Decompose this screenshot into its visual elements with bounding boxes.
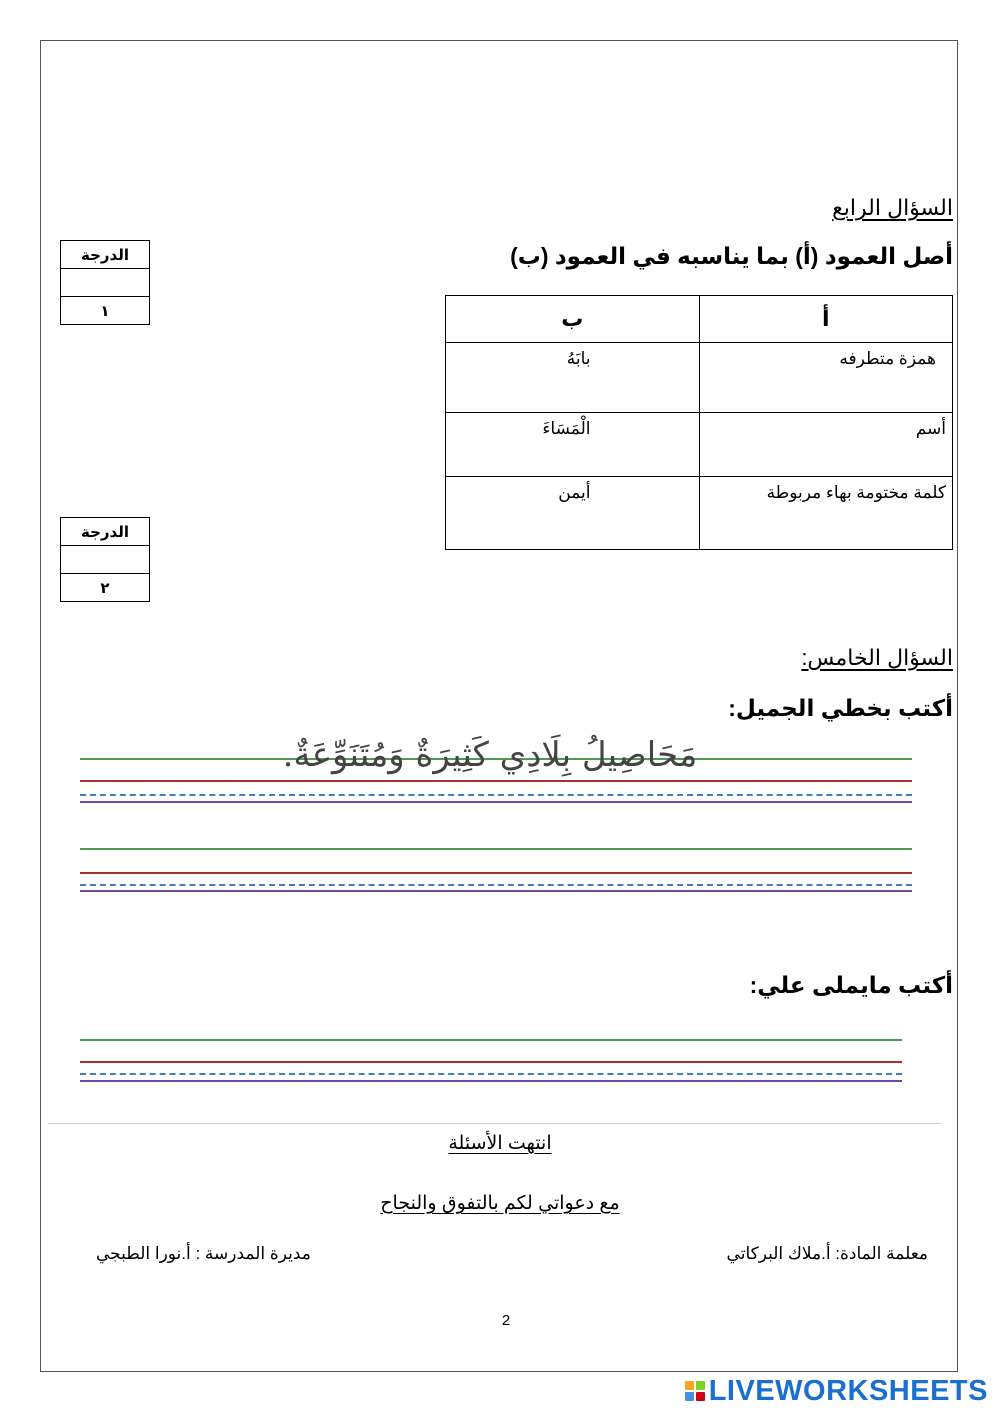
brand-name: LIVEWORKSHEETS xyxy=(708,1374,988,1407)
guide-line-dashed xyxy=(80,794,912,796)
handwriting-instruction: أكتب بخطي الجميل: xyxy=(728,695,953,721)
grade-value: ٢ xyxy=(61,574,150,602)
column-b-header: ب xyxy=(446,296,700,343)
end-of-questions xyxy=(0,1132,1000,1155)
column-b-cell[interactable]: الْمَسَاءَ xyxy=(446,413,700,477)
dictation-answer-area[interactable] xyxy=(80,1035,902,1085)
question5-title: السؤال الخامس: xyxy=(801,645,953,670)
dictation-instruction: أكتب مايملى علي: xyxy=(749,972,953,998)
question5-grade-box xyxy=(60,517,150,602)
question4-instruction: أصل العمود (أ) بما يناسبه في العمود (ب) xyxy=(510,243,953,269)
wishes-text: مع دعواتي لكم بالتفوق والنجاح xyxy=(380,1193,620,1214)
handwriting-answer-area[interactable] xyxy=(80,845,912,895)
question4-grade-box xyxy=(60,240,150,325)
column-a-cell[interactable]: همزة متطرفه xyxy=(699,343,953,413)
grade-label: الدرجة xyxy=(61,241,150,269)
column-b-cell[interactable]: أيمن xyxy=(446,477,700,550)
grade-label: الدرجة xyxy=(61,518,150,546)
grade-input[interactable] xyxy=(61,269,150,297)
liveworksheets-logo xyxy=(685,1376,988,1406)
page-number: 2 xyxy=(501,1312,511,1329)
model-sentence: مَحَاصِيلُ بِلَادِي كَثِيرَةٌ وَمُتَنَوِّعَةٌ. xyxy=(282,735,698,775)
question4-title: السؤال الرابع xyxy=(832,195,953,220)
logo-grid-icon xyxy=(685,1381,705,1401)
table-row xyxy=(446,477,953,550)
principal-signature: مديرة المدرسة : أ.نورا الطبجي xyxy=(96,1244,311,1263)
guide-line-base xyxy=(80,780,912,782)
column-a-header: أ xyxy=(699,296,953,343)
separator xyxy=(48,1123,941,1124)
guide-line-bottom xyxy=(80,801,912,803)
wishes-line xyxy=(0,1192,1000,1215)
table-row xyxy=(446,413,953,477)
column-a-cell[interactable]: أسم xyxy=(699,413,953,477)
teacher-signature: معلمة المادة: أ.ملاك البركاتي xyxy=(726,1244,928,1263)
end-text: انتهت الأسئلة xyxy=(448,1133,552,1154)
matching-table xyxy=(445,295,953,550)
grade-value: ١ xyxy=(61,297,150,325)
column-b-cell[interactable]: بابَهُ xyxy=(446,343,700,413)
grade-input[interactable] xyxy=(61,546,150,574)
column-a-cell[interactable]: كلمة مختومة بهاء مربوطة xyxy=(699,477,953,550)
table-row xyxy=(446,343,953,413)
